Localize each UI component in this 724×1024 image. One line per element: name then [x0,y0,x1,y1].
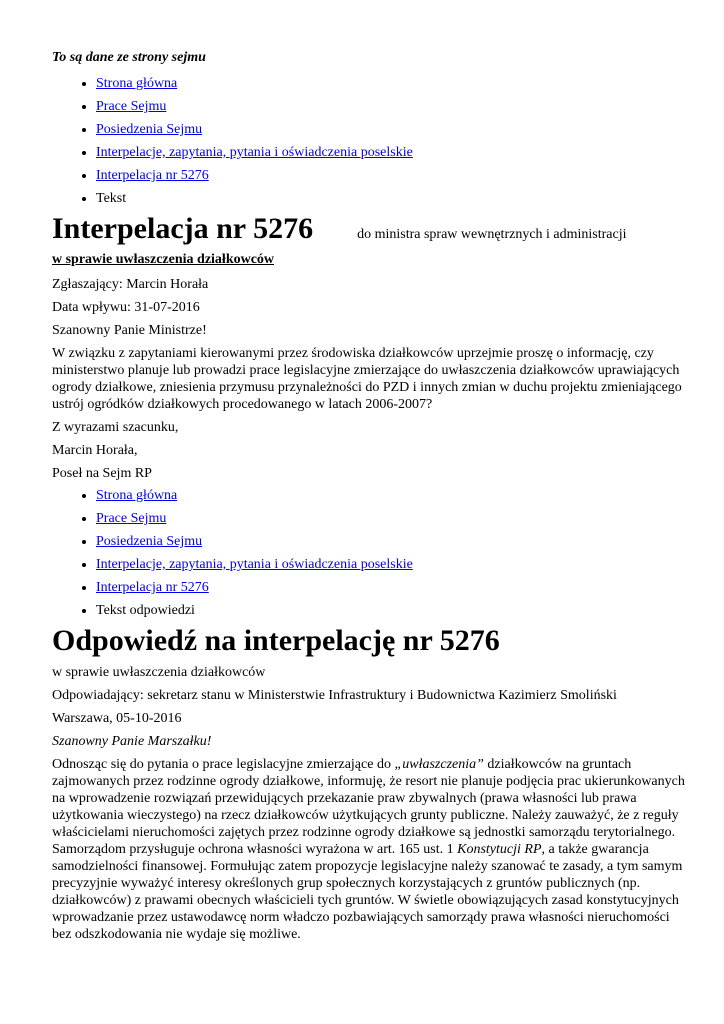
link-posiedzenia[interactable]: Posiedzenia Sejmu [96,122,203,137]
link-home[interactable]: Strona główna [96,488,178,503]
signature-name: Marcin Horała, [52,443,138,458]
breadcrumb-item [96,118,692,141]
interpelation-addressee: do ministra spraw wewnętrznych i administracji [357,227,627,242]
link-prace-sejmu[interactable]: Prace Sejmu [96,99,167,114]
answer-body-text: działkowców na gruntach zajmowanych przez rodzinne ogrody działkowe, informuję, że resort nie planuje podjęcia prac ukierunkowanych na wprowadzenie rozwiązań przewidujących przekazanie praw zbywalnych (prawa własności lub prawa użytkowania wieczystego) na rzecz działkowców użytkujących grunty publiczne. Należy zauważyć, że z reguły właścicielami nieruchomości zajętych przez rodzinne ogrody działkowe są jednostki samorządu terytorialnego. Samorządom przysługuje ochrona własności wyrażona w art. 165 ust. 1 [52,757,685,857]
answer-subject: w sprawie uwłaszczenia działkowców [52,665,266,680]
link-prace-sejmu[interactable]: Prace Sejmu [96,511,167,526]
link-interpelacja-5276[interactable]: Interpelacja nr 5276 [96,168,209,183]
link-home[interactable]: Strona główna [96,76,178,91]
breadcrumb-item [96,530,692,553]
answer-body-emphasis: „uwłaszczenia” [394,757,484,772]
submission-date: Data wpływu: 31-07-2016 [52,300,200,315]
place-date: Warszawa, 05-10-2016 [52,711,182,726]
answer-body-text: , a także gwarancja samodzielności finansowej. Formułując zatem propozycje legislacyjne należy szanować te zasady, a tym samym precyzyjnie wyważyć interesy określonych grup społecznych korzystających z gruntów publicznych (np. działkowców) z prawami obecnych właścicieli tych gruntów. W świetle obowiązujących zasad konstytucyjnych wprowadzanie przez ustawodawcę norm władczo pozbawiających samorządy prawa własności nieruchomości bez odszkodowania nie wydaje się możliwe. [52,842,683,942]
link-interpelacje[interactable]: Interpelacje, zapytania, pytania i oświadczenia poselskie [96,145,413,160]
responder: Odpowiadający: sekretarz stanu w Ministerstwie Infrastruktury i Budownictwa Kazimierz Smoliński [52,688,617,703]
closing: Z wyrazami szacunku, [52,420,179,435]
breadcrumb-item [96,95,692,118]
breadcrumb-item [96,507,692,530]
answer-salutation: Szanowny Panie Marszałku! [52,734,212,749]
interpelation-subject: w sprawie uwłaszczenia działkowców [52,252,275,267]
breadcrumb-item [96,141,692,164]
link-interpelacja-5276[interactable]: Interpelacja nr 5276 [96,580,209,595]
interpelation-heading-row [52,212,692,246]
signature-title: Poseł na Sejm RP [52,466,152,481]
salutation: Szanowny Panie Ministrze! [52,323,207,338]
breadcrumb-list-top [52,72,692,210]
breadcrumb-item [96,484,692,507]
breadcrumb-item-current: • Tekst [96,187,692,210]
breadcrumb-list-bottom [52,484,692,622]
header-note: To są dane ze strony sejmu [52,50,206,65]
answer-body [52,756,692,943]
link-interpelacje[interactable]: Interpelacje, zapytania, pytania i oświadczenia poselskie [96,557,413,572]
breadcrumb-item [96,576,692,599]
breadcrumb-item [96,72,692,95]
answer-title: Odpowiedź na interpelację nr 5276 [52,624,500,657]
answer-body-emphasis: Konstytucji RP [457,842,542,857]
answer-body-text: Odnosząc się do pytania o prace legislacyjne zmierzające do [52,757,395,772]
interpelation-title: Interpelacja nr 5276 [52,212,314,245]
interpelation-body: W związku z zapytaniami kierowanymi przez środowiska działkowców uprzejmie proszę o informację, czy ministerstwo planuje lub prowadzi prace legislacyjne zmierzające do uwłaszczenia działkowców uprawiających ogrody działkowe, zniesienia przymusu przynależności do PZD i innych zmian w duchu projektu zmieniającego ustrój ogródków działkowych procedowanego w latach 2006-2007? [52,346,682,412]
breadcrumb-item [96,164,692,187]
submitter: Zgłaszający: Marcin Horała [52,277,209,292]
link-posiedzenia[interactable]: Posiedzenia Sejmu [96,534,203,549]
breadcrumb-item [96,553,692,576]
breadcrumb-item-current: • Tekst odpowiedzi [96,599,692,622]
